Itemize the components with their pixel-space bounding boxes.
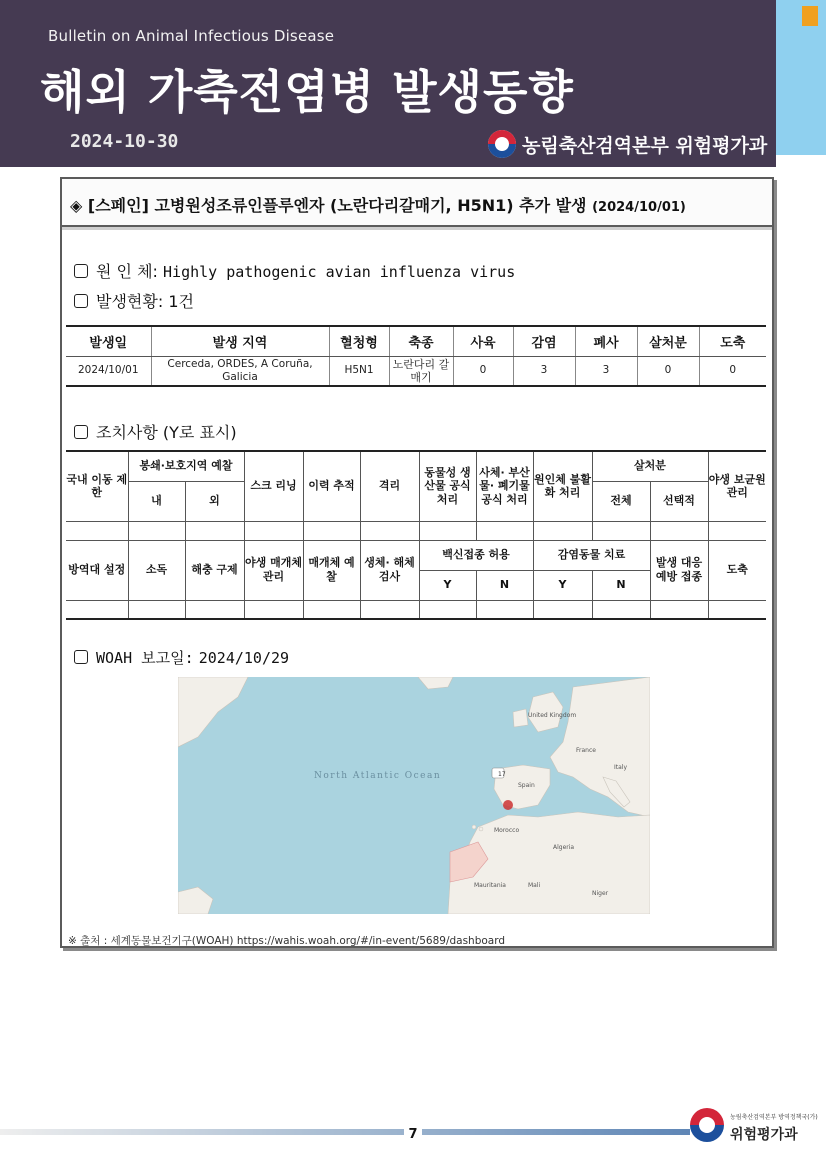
org-name: 농림축산검역본부 위험평가과 [522,134,768,157]
status-value: 1건 [168,292,194,311]
cell-species: 노란다리 갈매기 [389,356,453,386]
cell-serotype: H5N1 [329,356,389,386]
m-vaccine-n: N [476,570,533,600]
map-label-algeria: Algeria [553,844,575,851]
cause-value: Highly pathogenic avian influenza virus [163,263,516,281]
status-line [74,289,194,312]
issue-date: 2024-10-30 [70,131,179,152]
cell-raised: 0 [453,356,513,386]
footer-taegeuk-logo-icon [690,1108,724,1142]
side-accent [776,0,826,155]
col-header: 발생일 [66,326,151,356]
outbreak-table [66,325,766,387]
footer-org: 위험평가과 [730,1127,798,1143]
m-vector-surv: 매개체 예찰 [303,540,360,600]
col-header: 사육 [453,326,513,356]
cause-label: 원 인 체: [96,262,158,281]
outbreak-marker[interactable] [503,800,513,810]
m-carcass: 사체· 부산물· 폐기물 공식 처리 [476,451,533,521]
map-ocean-label: North Atlantic Ocean [314,771,442,781]
m-pest: 해충 구제 [185,540,244,600]
org-block [488,128,767,160]
m-screening: 스크 리닝 [244,451,303,521]
diamond-marker-icon: ◈ [70,196,83,215]
map-label-morocco: Morocco [494,827,520,834]
m-zone: 봉쇄·보호지역 예찰 [128,451,244,481]
woah-line [74,647,289,668]
cell-date: 2024/10/01 [66,356,151,386]
map-label-niger: Niger [592,890,609,897]
m-wild: 야생 보균원 관리 [708,451,766,521]
map-badge: 17 [498,771,506,778]
m-pathogen: 원인체 불활화 처리 [533,451,592,521]
map-label-mauritania: Mauritania [474,882,506,889]
col-header: 도축 [699,326,766,356]
measures-label: 조치사항 (Y로 표시) [96,423,237,442]
outbreak-map[interactable] [178,677,650,914]
m-treatment: 감염동물 치료 [533,540,650,570]
report-box [60,177,774,948]
page-number: 7 [404,1128,422,1142]
heading-text: [스페인] 고병원성조류인플루엔자 (노란다리갈매기, H5N1) 추가 발생 [87,196,587,215]
m-zone-in: 내 [128,481,185,521]
m-treat-y: Y [533,570,592,600]
m-culling: 살처분 [592,451,708,481]
map-svg [178,677,650,914]
page-title: 해외 가축전염병 발생동향 [40,65,574,119]
footer-org-small: 농림축산검역본부 방역정책국(가) [730,1114,818,1121]
cell-region: Cerceda, ORDES, A Coruña, Galicia [151,356,329,386]
col-header: 감염 [513,326,575,356]
m-prevent-vacc: 발생 대응 예방 접종 [650,540,708,600]
m-vaccine: 백신접종 허용 [419,540,533,570]
col-header: 혈청형 [329,326,389,356]
cell-culled: 0 [637,356,699,386]
section-heading [62,179,772,227]
table-row [66,356,766,386]
map-label-spain: Spain [518,782,535,789]
m-wild-vector: 야생 매개체 관리 [244,540,303,600]
heading-date: (2024/10/01) [592,200,686,215]
woah-date: 2024/10/29 [198,649,290,667]
cell-slaughtered: 0 [699,356,766,386]
source-note: ※ 출처 : 세계동물보건기구(WOAH) https://wahis.woah.org/#/in-event/5689/dashboard [68,935,506,947]
m-quarantine: 격리 [360,451,419,521]
col-header: 축종 [389,326,453,356]
m-treat-n: N [592,570,650,600]
checkbox-square-icon [74,425,88,439]
bulletin-subtitle: Bulletin on Animal Infectious Disease [48,27,335,45]
status-label: 발생현황: [96,292,164,311]
side-tab [802,6,818,26]
measures-line [74,420,237,443]
col-header: 발생 지역 [151,326,329,356]
taegeuk-logo-icon [488,130,516,158]
map-label-france: France [576,747,596,754]
m-disinfection: 소독 [128,540,185,600]
measures-table [66,450,766,620]
checkbox-square-icon [74,264,88,278]
cell-infected: 3 [513,356,575,386]
col-header: 폐사 [575,326,637,356]
m-cull-all: 전체 [592,481,650,521]
m-zoning: 방역대 설정 [66,540,128,600]
checkbox-square-icon [74,650,88,664]
m-vaccine-y: Y [419,570,476,600]
measures-answer-row [66,600,766,619]
checkbox-square-icon [74,294,88,308]
cause-line [74,259,515,282]
header-band [0,0,776,167]
m-tracing: 이력 추적 [303,451,360,521]
m-zone-out: 외 [185,481,244,521]
m-cull-sel: 선택적 [650,481,708,521]
woah-label: WOAH 보고일: [96,649,194,667]
m-movement: 국내 이동 제한 [66,451,128,521]
m-slaughter: 도축 [708,540,766,600]
measures-answer-row [66,521,766,540]
m-live-test: 생체· 해체 검사 [360,540,419,600]
col-header: 살처분 [637,326,699,356]
map-label-mali: Mali [528,882,541,889]
map-label-uk: United Kingdom [528,712,577,719]
m-products: 동물성 생산물 공식 처리 [419,451,476,521]
cell-dead: 3 [575,356,637,386]
map-label-italy: Italy [614,764,628,771]
